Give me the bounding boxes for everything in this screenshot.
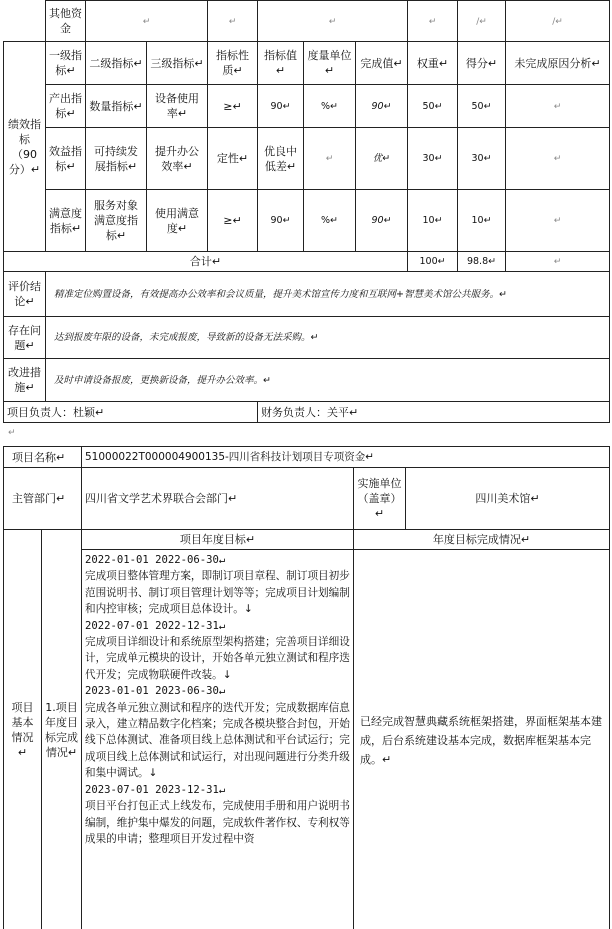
header-reason: 未完成原因分析↵ [506,42,610,85]
para-mark: ↵ [328,16,337,27]
header-level3: 三级指标↵ [147,42,208,85]
goal-period: 2022-01-01 2022-06-30↵ [85,554,226,566]
other-funds-label: 其他资金 [46,1,86,42]
goal-period: 2023-07-01 2023-12-31↵ [85,783,226,796]
goal-period: 2023-01-01 2023-06-30↵ [85,685,226,698]
header-unit: 度量单位↵ [304,42,356,85]
goal-text: 项目平台打包正式上线发布，完成使用手册和用户说明书编制，维护集中爆发的问题，完成软件著作权、专利权等成果的申请；整理项目开发过程中资 [85,800,350,845]
score-slash: /↵ [552,16,563,27]
reason-cell: ↵ [553,101,562,112]
reason-cell: ↵ [553,154,562,164]
score-cell: 30↵ [458,128,506,190]
indicator-header-row [4,42,610,85]
para-mark: ↵ [428,16,437,27]
level2-cell: 可持续发展指标↵ [86,128,147,190]
paragraph-mark: ↵ [8,428,16,438]
evaluation-row [4,272,610,317]
header-value: 指标值↵ [258,42,304,85]
perf-section-label: 绩效指标（90分）↵ [4,42,46,252]
measures-row [4,359,610,402]
done-cell: 90↵ [356,190,408,252]
implementing-unit-label: 实施单位（盖章）↵ [354,468,406,530]
basic-info-label: 项目基本情况↵ [4,530,42,929]
score-cell: 10↵ [458,190,506,252]
evaluation-label: 评价结论↵ [4,272,46,317]
department-row [4,468,610,530]
status-text: 已经完成智慧典藏系统框架搭建，界面框架基本建成，后台系统建设基本完成，数据库框架基本完成。↵ [354,550,610,929]
problems-label: 存在问题↵ [4,317,46,359]
total-label: 合计↵ [4,252,408,272]
measures-label: 改进措施↵ [4,359,46,402]
goal-content [82,550,354,929]
para-mark: ↵ [228,16,237,27]
reason-cell: ↵ [553,216,562,226]
indicator-row [4,85,610,128]
value-cell: 90↵ [258,190,304,252]
level2-cell: 服务对象满意度指标↵ [86,190,147,252]
total-reason: ↵ [553,257,562,267]
goal-text: 完成项目详细设计和系统原型架构搭建；完善项目详细设计，完成单元模块的设计，开始各单元独立测试和程序迭代开发；完成物联硬件改装。↓ [85,636,350,681]
project-name-value: 51000022T000004900135-四川省科技计划项目专项资金↵ [82,447,610,468]
project-table [3,446,610,929]
nature-cell: ≥↵ [208,85,258,128]
level2-cell: 数量指标↵ [86,85,147,128]
unit-cell: %↵ [304,85,356,128]
done-cell: 90↵ [356,85,408,128]
weight-cell: 50↵ [408,85,458,128]
indicator-row [4,128,610,190]
level1-cell: 满意度指标↵ [46,190,86,252]
problems-text: 达到报废年限的设备，未完成报废，导致新的设备无法采购。↵ [46,317,610,359]
project-leader: 项目负责人：杜颖↵ [4,402,258,423]
level1-cell: 效益指标↵ [46,128,86,190]
header-weight: 权重↵ [408,42,458,85]
total-score: 98.8↵ [458,252,506,272]
score-cell: 50↵ [458,85,506,128]
performance-table [3,0,610,423]
nature-cell: ≥↵ [208,190,258,252]
department-label: 主管部门↵ [4,468,82,530]
level3-cell: 提升办公效率↵ [147,128,208,190]
project-name-row [4,447,610,468]
measures-text: 及时申请设备报废，更换新设备，提升办公效率。↵ [46,359,610,402]
project-name-label: 项目名称↵ [4,447,82,468]
goal-period: 2022-07-01 2022-12-31↵ [85,619,226,632]
value-cell: 90↵ [258,85,304,128]
problems-row [4,317,610,359]
unit-cell: ↵ [325,154,334,164]
header-done: 完成值↵ [356,42,408,85]
header-level1: 一级指标↵ [46,42,86,85]
goal-text: 完成各单元独立测试和程序的迭代开发；完成数据库信息录入，建立精品数字化档案；完成各模块整合封包，开始线下总体测试、准备项目线上总体测试和平台试运行；完成项目线上总体测试和试运行，对出现问题进行分类升级和集中调试。↓ [85,701,350,780]
total-row [4,252,610,272]
goal-completion-label: 1.项目年度目标完成情况↵ [42,530,82,929]
value-cell: 优良中低差↵ [258,128,304,190]
weight-cell: 10↵ [408,190,458,252]
done-cell: 优↵ [356,128,408,190]
level1-cell: 产出指标↵ [46,85,86,128]
nature-cell: 定性↵ [208,128,258,190]
status-header: 年度目标完成情况↵ [354,530,610,550]
weight-cell: 30↵ [408,128,458,190]
goal-header: 项目年度目标↵ [82,530,354,550]
level3-cell: 使用满意度↵ [147,190,208,252]
goal-content-row [4,550,610,929]
goal-header-row [4,530,610,550]
indicator-row [4,190,610,252]
header-level2: 二级指标↵ [86,42,147,85]
para-mark: ↵ [142,16,151,27]
level3-cell: 设备使用率↵ [147,85,208,128]
header-nature: 指标性质↵ [208,42,258,85]
signature-row [4,402,610,423]
total-weight: 100↵ [408,252,458,272]
header-score: 得分↵ [458,42,506,85]
department-value: 四川省文学艺术界联合会部门↵ [82,468,354,530]
evaluation-text: 精准定位购置设备，有效提高办公效率和会议质量，提升美术馆宣传力度和互联网+智慧美术馆公共服务。↵ [46,272,610,317]
weight-slash: /↵ [476,16,487,27]
unit-cell: %↵ [304,190,356,252]
other-funds-row [4,1,610,42]
goal-text: 完成项目整体管理方案，即制订项目章程、制订项目初步范围说明书、制订项目管理计划等等；完成项目计划编制和内控审核；完成项目总体设计。↓ [85,570,350,616]
implementing-unit-value: 四川美术馆↵ [406,468,610,530]
finance-leader: 财务负责人：关平↵ [258,402,610,423]
